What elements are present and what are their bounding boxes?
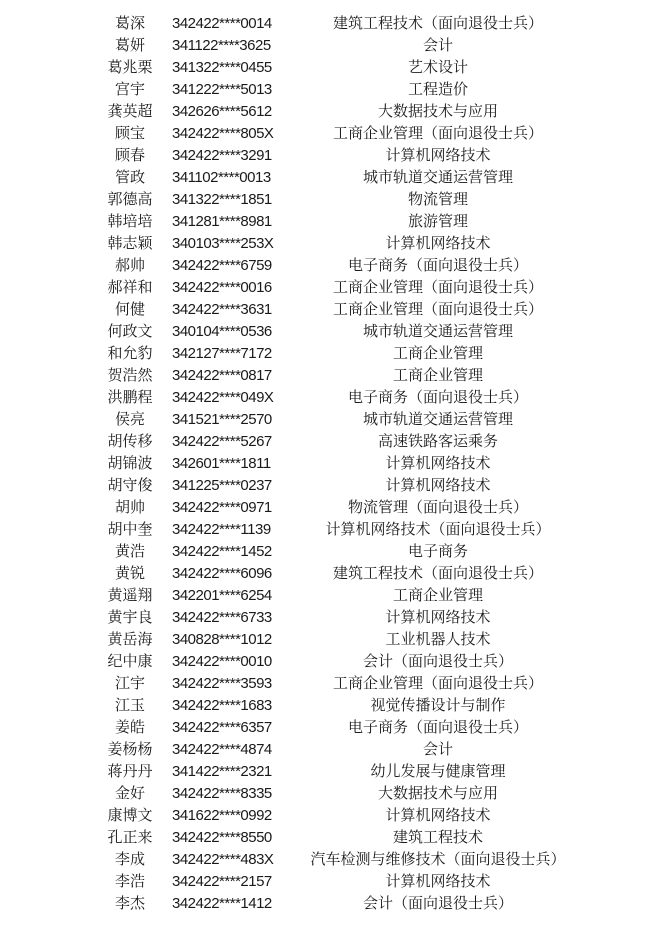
student-major: 视觉传播设计与制作 xyxy=(370,697,506,714)
student-id: 342422****3291 xyxy=(172,147,272,164)
student-name: 胡锦波 xyxy=(107,455,153,472)
student-list xyxy=(0,13,656,915)
table-row xyxy=(0,277,656,299)
student-name: 葛深 xyxy=(114,15,145,32)
student-id: 340828****1012 xyxy=(172,631,272,648)
student-name: 黄锐 xyxy=(114,565,145,582)
table-row xyxy=(0,827,656,849)
student-id: 342601****1811 xyxy=(172,455,271,472)
student-id: 342422****1683 xyxy=(172,697,272,714)
student-name: 孔正来 xyxy=(107,829,153,846)
student-name: 李成 xyxy=(114,851,145,868)
student-name: 葛妍 xyxy=(114,37,145,54)
student-name: 金好 xyxy=(114,785,145,802)
student-id: 342626****5612 xyxy=(172,103,272,120)
student-name: 和允豹 xyxy=(107,345,153,362)
student-major: 大数据技术与应用 xyxy=(377,785,498,802)
table-row xyxy=(0,431,656,453)
student-major: 计算机网络技术 xyxy=(385,477,491,494)
student-major: 会计 xyxy=(422,37,453,54)
student-major: 工商企业管理（面向退役士兵） xyxy=(332,301,543,318)
table-row xyxy=(0,893,656,915)
table-row xyxy=(0,13,656,35)
student-id: 342422****6759 xyxy=(172,257,272,274)
student-name: 侯亮 xyxy=(114,411,145,428)
student-id: 342422****5267 xyxy=(172,433,272,450)
student-name: 何健 xyxy=(114,301,145,318)
student-name: 葛兆栗 xyxy=(107,59,153,76)
student-name: 姜杨杨 xyxy=(107,741,153,758)
student-id: 342201****6254 xyxy=(172,587,272,604)
student-name: 贺浩然 xyxy=(107,367,153,384)
student-major: 工商企业管理 xyxy=(392,587,483,604)
student-id: 342127****7172 xyxy=(172,345,272,362)
student-major: 计算机网络技术 xyxy=(385,147,491,164)
student-id: 341622****0992 xyxy=(172,807,272,824)
table-row xyxy=(0,123,656,145)
table-row xyxy=(0,783,656,805)
table-row xyxy=(0,739,656,761)
student-name: 顾春 xyxy=(114,147,145,164)
student-id: 342422****4874 xyxy=(172,741,272,758)
table-row xyxy=(0,211,656,233)
student-id: 342422****0010 xyxy=(172,653,272,670)
student-name: 何政文 xyxy=(107,323,153,340)
student-name: 李浩 xyxy=(114,873,145,890)
student-id: 342422****0971 xyxy=(172,499,272,516)
student-name: 韩培培 xyxy=(107,213,153,230)
student-name: 韩志颖 xyxy=(107,235,153,252)
student-id: 341322****1851 xyxy=(172,191,272,208)
student-id: 341222****5013 xyxy=(172,81,272,98)
student-name: 江宇 xyxy=(114,675,145,692)
student-major: 工程造价 xyxy=(407,81,468,98)
student-major: 艺术设计 xyxy=(407,59,468,76)
student-major: 工商企业管理（面向退役士兵） xyxy=(332,675,543,692)
student-name: 胡中奎 xyxy=(107,521,153,538)
student-major: 电子商务 xyxy=(407,543,468,560)
student-id: 342422****0016 xyxy=(172,279,272,296)
table-row xyxy=(0,541,656,563)
student-name: 洪鹏程 xyxy=(107,389,153,406)
student-id: 342422****6096 xyxy=(172,565,272,582)
student-id: 340103****253X xyxy=(172,235,274,252)
student-major: 计算机网络技术 xyxy=(385,455,491,472)
student-name: 纪中康 xyxy=(107,653,153,670)
student-major: 计算机网络技术（面向退役士兵） xyxy=(325,521,551,538)
table-row xyxy=(0,233,656,255)
table-row xyxy=(0,849,656,871)
student-major: 电子商务（面向退役士兵） xyxy=(347,389,528,406)
student-name: 龚英超 xyxy=(107,103,153,120)
student-id: 341122****3625 xyxy=(172,37,271,54)
student-id: 342422****805X xyxy=(172,125,274,142)
student-id: 342422****1452 xyxy=(172,543,272,560)
table-row xyxy=(0,497,656,519)
table-row xyxy=(0,57,656,79)
student-id: 342422****6357 xyxy=(172,719,272,736)
table-row xyxy=(0,321,656,343)
student-id: 342422****8335 xyxy=(172,785,272,802)
student-major: 会计 xyxy=(422,741,453,758)
table-row xyxy=(0,761,656,783)
student-id: 342422****6733 xyxy=(172,609,272,626)
student-name: 黄浩 xyxy=(114,543,145,560)
student-major: 建筑工程技术 xyxy=(392,829,483,846)
student-major: 城市轨道交通运营管理 xyxy=(362,323,513,340)
student-major: 城市轨道交通运营管理 xyxy=(362,411,513,428)
student-id: 342422****1139 xyxy=(172,521,271,538)
student-id: 342422****2157 xyxy=(172,873,272,890)
student-major: 计算机网络技术 xyxy=(385,873,491,890)
table-row xyxy=(0,519,656,541)
student-name: 郭德高 xyxy=(107,191,153,208)
table-row xyxy=(0,805,656,827)
student-major: 高速铁路客运乘务 xyxy=(377,433,498,450)
table-row xyxy=(0,409,656,431)
table-row xyxy=(0,453,656,475)
student-id: 342422****3593 xyxy=(172,675,272,692)
student-major: 工商企业管理（面向退役士兵） xyxy=(332,279,543,296)
student-name: 郝帅 xyxy=(114,257,145,274)
student-major: 计算机网络技术 xyxy=(385,235,491,252)
table-row xyxy=(0,651,656,673)
student-major: 大数据技术与应用 xyxy=(377,103,498,120)
student-major: 工商企业管理 xyxy=(392,367,483,384)
student-id: 342422****0014 xyxy=(172,15,272,32)
student-major: 会计（面向退役士兵） xyxy=(362,653,513,670)
student-id: 342422****3631 xyxy=(172,301,272,318)
student-id: 340104****0536 xyxy=(172,323,272,340)
student-id: 342422****483X xyxy=(172,851,274,868)
student-major: 建筑工程技术（面向退役士兵） xyxy=(332,15,543,32)
student-id: 341521****2570 xyxy=(172,411,272,428)
student-major: 幼儿发展与健康管理 xyxy=(370,763,506,780)
student-major: 物流管理 xyxy=(407,191,468,208)
student-major: 建筑工程技术（面向退役士兵） xyxy=(332,565,543,582)
table-row xyxy=(0,563,656,585)
student-major: 工商企业管理 xyxy=(392,345,483,362)
table-row xyxy=(0,585,656,607)
student-id: 341281****8981 xyxy=(172,213,272,230)
table-row xyxy=(0,629,656,651)
student-name: 李杰 xyxy=(114,895,145,912)
student-name: 胡传移 xyxy=(107,433,153,450)
student-major: 城市轨道交通运营管理 xyxy=(362,169,513,186)
table-row xyxy=(0,607,656,629)
table-row xyxy=(0,255,656,277)
student-id: 342422****8550 xyxy=(172,829,272,846)
student-name: 黄宇良 xyxy=(107,609,153,626)
student-major: 汽车检测与维修技术（面向退役士兵） xyxy=(310,851,566,868)
table-row xyxy=(0,365,656,387)
table-row xyxy=(0,145,656,167)
table-row xyxy=(0,79,656,101)
student-name: 黄遥翔 xyxy=(107,587,153,604)
table-row xyxy=(0,387,656,409)
student-id: 342422****1412 xyxy=(172,895,272,912)
student-id: 341422****2321 xyxy=(172,763,272,780)
student-name: 胡帅 xyxy=(114,499,145,516)
student-major: 电子商务（面向退役士兵） xyxy=(347,719,528,736)
student-name: 管政 xyxy=(114,169,145,186)
student-id: 341225****0237 xyxy=(172,477,272,494)
student-major: 计算机网络技术 xyxy=(385,609,491,626)
table-row xyxy=(0,343,656,365)
student-id: 341322****0455 xyxy=(172,59,272,76)
table-row xyxy=(0,717,656,739)
student-name: 江玉 xyxy=(114,697,145,714)
student-id: 342422****0817 xyxy=(172,367,272,384)
table-row xyxy=(0,695,656,717)
student-name: 顾宝 xyxy=(114,125,145,142)
table-row xyxy=(0,871,656,893)
table-row xyxy=(0,189,656,211)
student-major: 会计（面向退役士兵） xyxy=(362,895,513,912)
student-name: 康博文 xyxy=(107,807,153,824)
table-row xyxy=(0,101,656,123)
table-row xyxy=(0,475,656,497)
student-name: 黄岳海 xyxy=(107,631,153,648)
student-name: 宫宇 xyxy=(114,81,145,98)
table-row xyxy=(0,299,656,321)
table-row xyxy=(0,167,656,189)
student-major: 电子商务（面向退役士兵） xyxy=(347,257,528,274)
student-major: 工业机器人技术 xyxy=(385,631,491,648)
student-name: 姜皓 xyxy=(114,719,145,736)
student-major: 工商企业管理（面向退役士兵） xyxy=(332,125,543,142)
student-major: 物流管理（面向退役士兵） xyxy=(347,499,528,516)
student-name: 郝祥和 xyxy=(107,279,153,296)
student-id: 342422****049X xyxy=(172,389,274,406)
student-major: 旅游管理 xyxy=(407,213,468,230)
student-major: 计算机网络技术 xyxy=(385,807,491,824)
student-name: 蒋丹丹 xyxy=(107,763,153,780)
table-row xyxy=(0,35,656,57)
student-id: 341102****0013 xyxy=(172,169,271,186)
student-name: 胡守俊 xyxy=(107,477,153,494)
table-row xyxy=(0,673,656,695)
